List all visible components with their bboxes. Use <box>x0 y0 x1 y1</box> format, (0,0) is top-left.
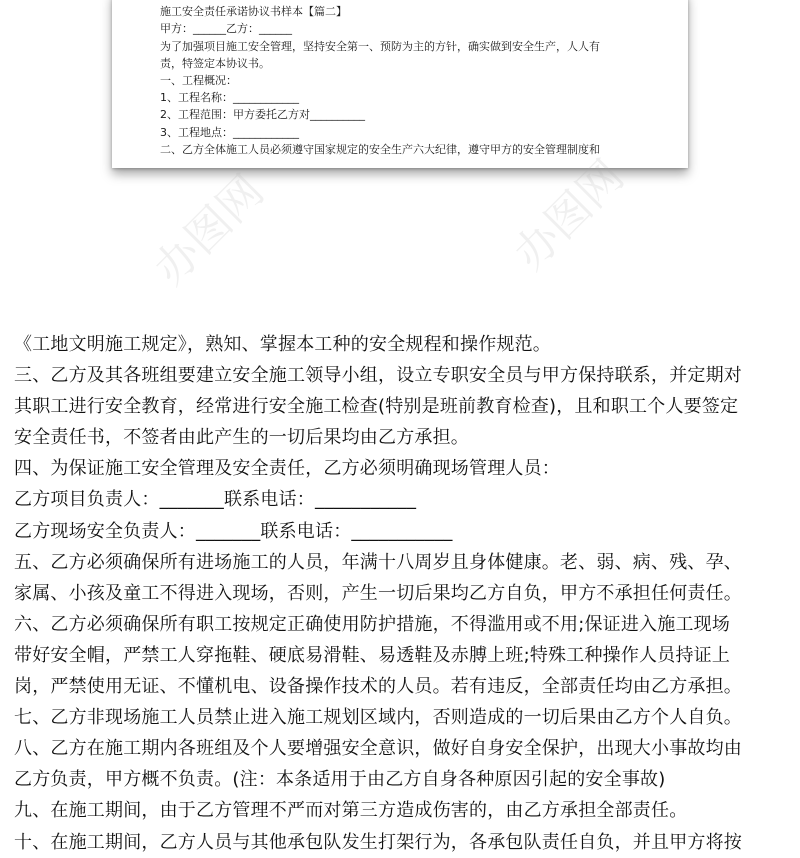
body-line: 乙方负责，甲方概不负责。(注：本条适用于由乙方自身各种原因引起的安全事故) <box>14 769 666 791</box>
preview-line: 一、工程概况： <box>160 73 237 87</box>
body-line: 乙方项目负责人：_______联系电话：___________ <box>14 489 417 511</box>
body-line: 安全责任书，不签者由此产生的一切后果均由乙方承担。 <box>14 427 469 449</box>
body-line: 家属、小孩及童工不得进入现场，否则，产生一切后果均乙方自负，甲方不承担任何责任。 <box>14 582 742 604</box>
body-line: 带好安全帽，严禁工人穿拖鞋、硬底易滑鞋、易透鞋及赤膊上班;特殊工种操作人员持证上 <box>14 644 731 666</box>
preview-line: 为了加强项目施工安全管理，坚持安全第一、预防为主的方针，确实做到安全生产，人人有 <box>160 39 600 53</box>
body-line: 八、乙方在施工期内各班组及个人要增强安全意识，做好自身安全保护，出现大小事故均由 <box>14 738 742 760</box>
body-line: 岗，严禁使用无证、不懂机电、设备操作技术的人员。若有违反，全部责任均由乙方承担。 <box>14 676 742 698</box>
document-body <box>14 329 790 858</box>
preview-line: 2、工程范围：甲方委托乙方对__________ <box>160 108 365 122</box>
document-preview-card <box>112 0 688 168</box>
preview-line: 1、工程名称：____________ <box>160 91 299 105</box>
body-line: 十、在施工期间，乙方人员与其他承包队发生打架行为，各承包队责任自负，并且甲方将按 <box>14 831 742 853</box>
body-line: 乙方现场安全负责人：_______联系电话：___________ <box>14 520 453 542</box>
body-line: 《工地文明施工规定》，熟知、掌握本工种的安全规程和操作规范。 <box>14 334 551 355</box>
body-line: 其职工进行安全教育，经常进行安全施工检查(特别是班前教育检查)，且和职工个人要签定 <box>14 396 739 418</box>
preview-line: 3、工程地点：____________ <box>160 125 299 139</box>
body-line: 六、乙方必须确保所有职工按规定正确使用防护措施，不得滥用或不用;保证进入施工现场 <box>14 613 731 635</box>
body-line: 三、乙方及其各班组要建立安全施工领导小组，设立专职安全员与甲方保持联系，并定期对 <box>14 365 742 387</box>
preview-title: 施工安全责任承诺协议书样本【篇二】 <box>160 5 347 19</box>
watermark: 办图网 <box>144 165 274 295</box>
body-line: 七、乙方非现场施工人员禁止进入施工规划区域内，否则造成的一切后果由乙方个人自负。 <box>14 707 742 729</box>
watermark: 办图网 <box>504 150 634 280</box>
body-line: 五、乙方必须确保所有进场施工的人员，年满十八周岁且身体健康。老、弱、病、残、孕、 <box>14 551 742 573</box>
body-line: 九、在施工期间，由于乙方管理不严而对第三方造成伤害的，由乙方承担全部责任。 <box>14 800 688 822</box>
preview-line: 甲方：______乙方：______ <box>160 22 292 36</box>
preview-line: 二、乙方全体施工人员必须遵守国家规定的安全生产六大纪律，遵守甲方的安全管理制度和 <box>160 142 600 156</box>
preview-text <box>160 0 668 158</box>
preview-line: 责，特签定本协议书。 <box>160 56 270 70</box>
body-line: 四、为保证施工安全管理及安全责任，乙方必须明确现场管理人员： <box>14 458 560 480</box>
